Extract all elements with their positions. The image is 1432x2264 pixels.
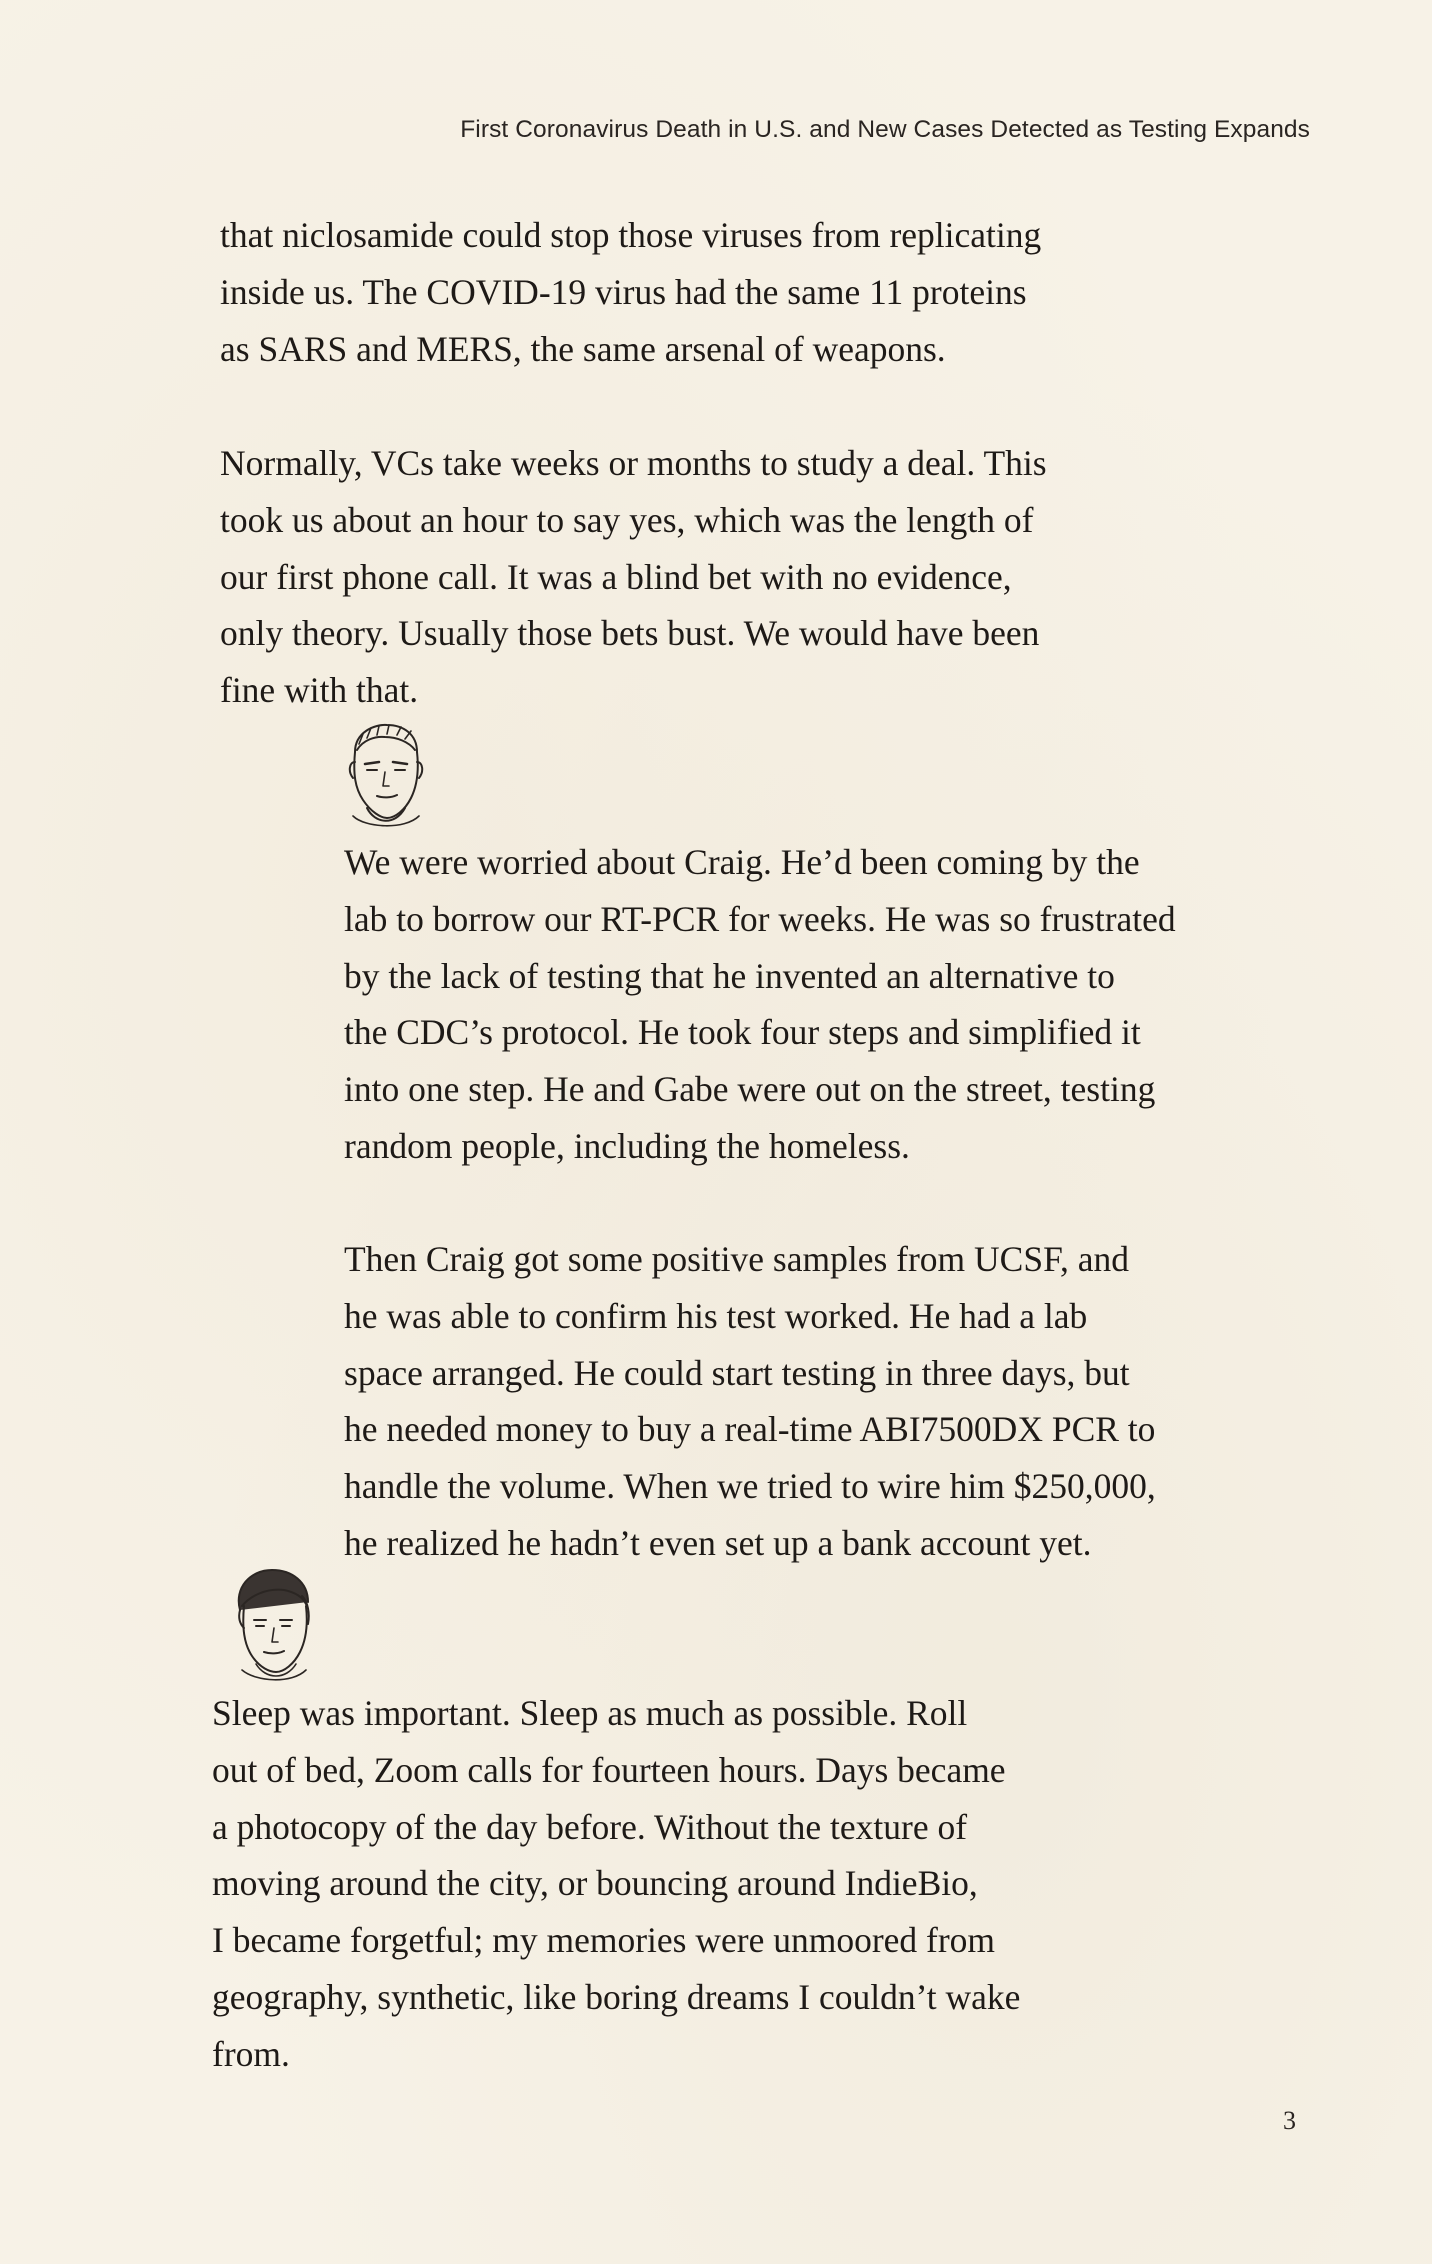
text-line: out of bed, Zoom calls for fourteen hours. Days became bbox=[212, 1749, 1006, 1790]
text-line: the CDC’s protocol. He took four steps and simplified it bbox=[344, 1012, 1141, 1053]
text-line: he was able to confirm his test worked. He had a lab bbox=[344, 1295, 1088, 1336]
text-line: fine with that. bbox=[220, 670, 419, 711]
narrator-portrait-icon bbox=[226, 1566, 314, 1684]
paragraph-worried-about-craig bbox=[344, 834, 1176, 1175]
paragraph-vc-deal bbox=[220, 435, 1047, 719]
paragraph-positive-samples bbox=[344, 1231, 1156, 1572]
text-line: space arranged. He could start testing in three days, but bbox=[344, 1352, 1130, 1393]
text-line: random people, including the homeless. bbox=[344, 1125, 910, 1166]
text-line: Sleep was important. Sleep as much as possible. Roll bbox=[212, 1693, 968, 1733]
text-line: a photocopy of the day before. Without the texture of bbox=[212, 1806, 968, 1847]
page-number: 3 bbox=[1283, 2106, 1296, 2135]
text-line: into one step. He and Gabe were out on the street, testing bbox=[344, 1069, 1156, 1110]
text-line: handle the volume. When we tried to wire him $250,000, bbox=[344, 1466, 1156, 1507]
text-line: our first phone call. It was a blind bet with no evidence, bbox=[220, 556, 1012, 597]
text-line: he realized he hadn’t even set up a bank account yet. bbox=[344, 1522, 1092, 1563]
text-line: that niclosamide could stop those viruses from replicating bbox=[220, 215, 1042, 255]
speaker-portrait-icon bbox=[345, 722, 425, 834]
text-line: I became forgetful; my memories were unmoored from bbox=[212, 1920, 996, 1961]
text-line: only theory. Usually those bets bust. We would have been bbox=[220, 613, 1040, 654]
text-line: Then Craig got some positive samples from UCSF, and bbox=[344, 1239, 1129, 1279]
text-line: inside us. The COVID-19 virus had the same 11 proteins bbox=[220, 271, 1027, 312]
text-line: by the lack of testing that he invented an alternative to bbox=[344, 955, 1115, 996]
running-header: First Coronavirus Death in U.S. and New Cases Detected as Testing Expands bbox=[460, 116, 1310, 143]
text-line: as SARS and MERS, the same arsenal of weapons. bbox=[220, 328, 946, 369]
text-line: he needed money to buy a real-time ABI7500DX PCR to bbox=[344, 1409, 1156, 1450]
text-line: We were worried about Craig. He’d been coming by the bbox=[344, 842, 1140, 882]
text-line: from. bbox=[212, 2033, 290, 2074]
text-line: took us about an hour to say yes, which was the length of bbox=[220, 499, 1034, 540]
text-line: Normally, VCs take weeks or months to study a deal. This bbox=[220, 443, 1047, 483]
text-line: lab to borrow our RT-PCR for weeks. He was so frustrated bbox=[344, 898, 1176, 939]
text-line: geography, synthetic, like boring dreams I couldn’t wake bbox=[212, 1976, 1021, 2017]
text-line: moving around the city, or bouncing around IndieBio, bbox=[212, 1863, 978, 1904]
paragraph-sleep bbox=[212, 1685, 1020, 2083]
paragraph-niclosamide bbox=[220, 207, 1041, 377]
